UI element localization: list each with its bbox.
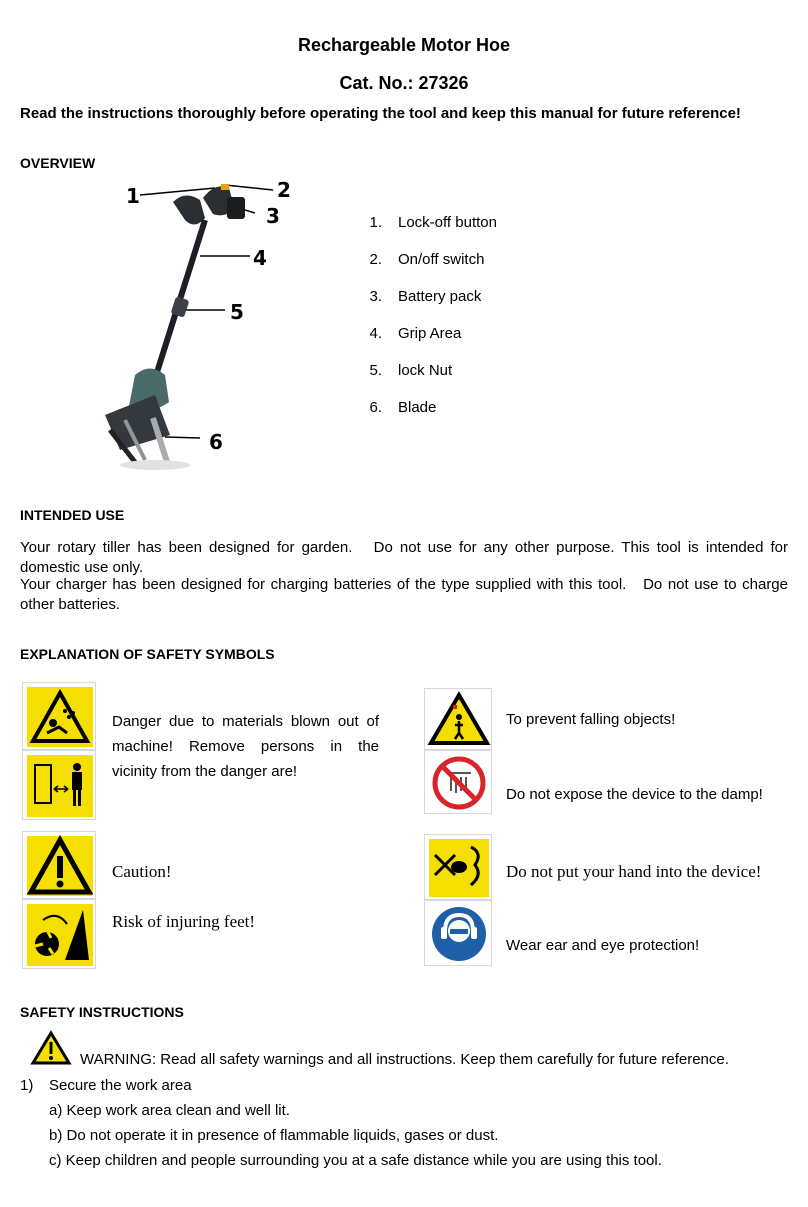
intended-use-heading: INTENDED USE [20,507,125,523]
callout-4: 4 [253,246,267,270]
instruction-number: 1) [20,1077,34,1094]
injure-feet-text: Risk of injuring feet! [112,912,256,931]
hand-hazard-text: Do not put your hand into the device! [506,862,762,881]
caution-icon [22,831,96,899]
safety-warning-text: WARNING: Read all safety warnings and all instructions. Keep them carefully for future reference. [80,1051,729,1068]
blown-material-text: Danger due to materials blown out of machine! Remove persons in the vicinity from the danger are! [112,713,379,780]
instruction-subitem: a) Keep work area clean and well lit. [49,1102,290,1119]
instruction-title: Secure the work area [49,1077,192,1094]
callout-6: 6 [209,430,223,454]
ear-eye-text: Wear ear and eye protection! [506,937,700,954]
read-instructions-notice: Read the instructions thoroughly before operating the tool and keep this manual for future reference! [20,105,741,122]
catalog-number: Cat. No.: 27326 [339,73,469,93]
callout-1: 1 [126,184,140,208]
document-title: Rechargeable Motor Hoe [297,35,511,55]
instruction-subitem: c) Keep children and people surrounding you at a safe distance while you are using this tool. [49,1152,662,1169]
no-damp-icon [424,750,492,814]
safety-instructions-heading: SAFETY INSTRUCTIONS [20,1004,184,1020]
ear-eye-protection-icon [424,900,492,966]
overview-heading: OVERVIEW [20,155,96,171]
intended-use-paragraph-1: Your rotary tiller has been designed for garden. Do not use for any other purpose. This tool is intended for domestic use only. [20,539,788,576]
warning-triangle-icon [30,1030,72,1066]
intended-use-paragraph-2: Your charger has been designed for charging batteries of the type supplied with this tool. Do not use to charge other batteries. [20,576,788,613]
falling-objects-icon [424,688,492,750]
motor-hoe-drawing [95,170,315,475]
callout-5: 5 [230,300,244,324]
hand-hazard-icon [424,834,492,900]
caution-text: Caution! [112,862,172,881]
blown-material-warning-icon [22,682,96,750]
instruction-subitem: b) Do not operate it in presence of flammable liquids, gases or dust. [49,1127,499,1144]
injure-feet-icon [22,899,96,969]
motor-hoe-illustration [95,170,315,475]
callout-3: 3 [266,204,280,228]
falling-objects-text: To prevent falling objects! [506,711,676,728]
keep-distance-icon [22,750,96,820]
callout-2: 2 [277,178,291,202]
safety-symbols-heading: EXPLANATION OF SAFETY SYMBOLS [20,646,275,662]
no-damp-text: Do not expose the device to the damp! [506,786,763,803]
